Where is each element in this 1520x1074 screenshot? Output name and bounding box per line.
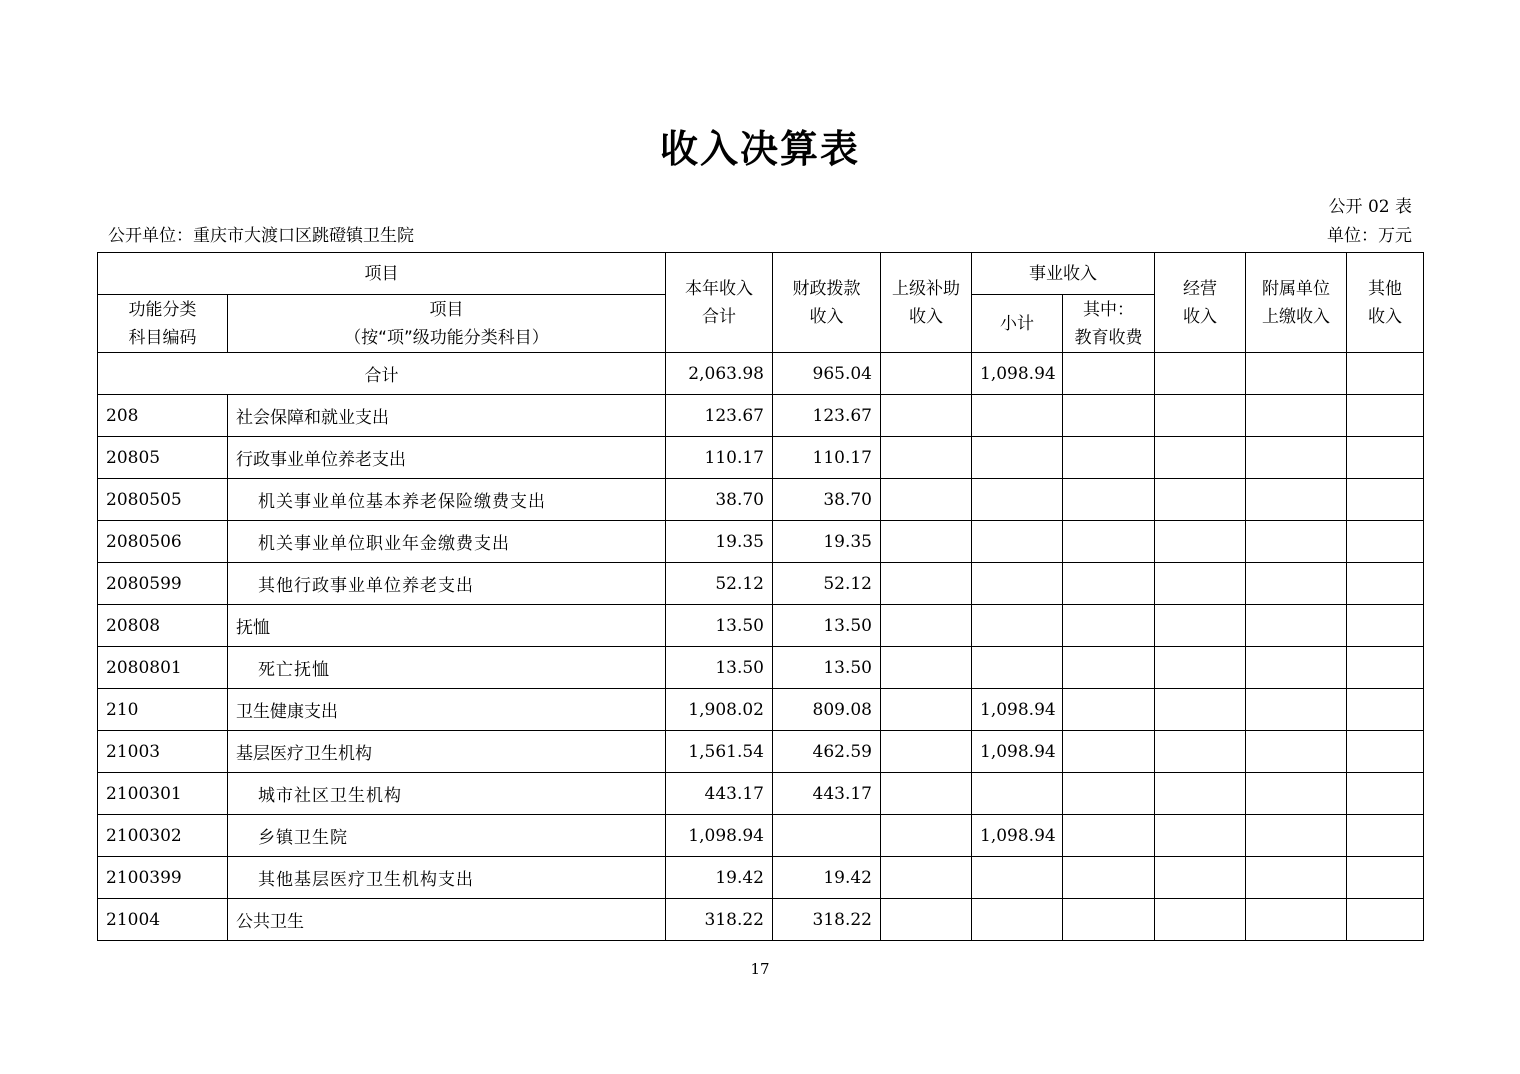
cell-code: 2100399 [98, 857, 228, 899]
cell-fiscal: 110.17 [773, 437, 881, 479]
cell-edu [1063, 353, 1155, 395]
cell-edu [1063, 521, 1155, 563]
cell-operating [1155, 899, 1246, 941]
cell-name: 行政事业单位养老支出 [228, 437, 666, 479]
cell-superior [881, 437, 972, 479]
cell-operating [1155, 521, 1246, 563]
reporting-unit: 公开单位：重庆市大渡口区跳磴镇卫生院 [108, 226, 414, 246]
cell-total: 123.67 [666, 395, 773, 437]
cell-fiscal: 443.17 [773, 773, 881, 815]
cell-affiliate [1246, 773, 1347, 815]
cell-fiscal: 19.42 [773, 857, 881, 899]
page-number: 17 [750, 960, 770, 978]
cell-operating [1155, 605, 1246, 647]
cell-other [1347, 353, 1424, 395]
cell-subtotal: 1,098.94 [972, 815, 1063, 857]
table-body [98, 353, 1424, 941]
header-item: 项目 （按“项”级功能分类科目） [228, 295, 666, 353]
cell-affiliate [1246, 479, 1347, 521]
cell-superior [881, 563, 972, 605]
cell-affiliate [1246, 857, 1347, 899]
header-project: 项目 [98, 253, 666, 295]
cell-name: 其他基层医疗卫生机构支出 [228, 857, 666, 899]
cell-total: 318.22 [666, 899, 773, 941]
cell-other [1347, 689, 1424, 731]
cell-subtotal: 1,098.94 [972, 689, 1063, 731]
cell-other [1347, 815, 1424, 857]
cell-other [1347, 521, 1424, 563]
table-row [98, 563, 1424, 605]
cell-name: 城市社区卫生机构 [228, 773, 666, 815]
form-number: 公开 02 表 [1328, 197, 1412, 217]
cell-edu [1063, 437, 1155, 479]
cell-affiliate [1246, 731, 1347, 773]
cell-edu [1063, 815, 1155, 857]
currency-unit: 单位：万元 [1327, 226, 1412, 246]
cell-superior [881, 815, 972, 857]
cell-affiliate [1246, 395, 1347, 437]
cell-superior [881, 857, 972, 899]
cell-code: 2100302 [98, 815, 228, 857]
cell-subtotal: 1,098.94 [972, 731, 1063, 773]
header-other: 其他 收入 [1347, 253, 1424, 353]
cell-affiliate [1246, 521, 1347, 563]
cell-operating [1155, 353, 1246, 395]
cell-fiscal: 809.08 [773, 689, 881, 731]
table-row [98, 521, 1424, 563]
cell-other [1347, 857, 1424, 899]
cell-code: 2080506 [98, 521, 228, 563]
cell-superior [881, 731, 972, 773]
cell-total: 443.17 [666, 773, 773, 815]
cell-superior [881, 521, 972, 563]
cell-subtotal [972, 479, 1063, 521]
cell-total: 19.35 [666, 521, 773, 563]
cell-affiliate [1246, 437, 1347, 479]
cell-other [1347, 605, 1424, 647]
table-row [98, 731, 1424, 773]
cell-name: 社会保障和就业支出 [228, 395, 666, 437]
cell-fiscal: 52.12 [773, 563, 881, 605]
cell-fiscal: 13.50 [773, 647, 881, 689]
cell-edu [1063, 689, 1155, 731]
cell-operating [1155, 479, 1246, 521]
cell-name: 抚恤 [228, 605, 666, 647]
cell-code: 20808 [98, 605, 228, 647]
cell-total: 52.12 [666, 563, 773, 605]
cell-fiscal: 965.04 [773, 353, 881, 395]
cell-superior [881, 689, 972, 731]
cell-subtotal [972, 605, 1063, 647]
cell-superior [881, 773, 972, 815]
cell-affiliate [1246, 899, 1347, 941]
cell-operating [1155, 437, 1246, 479]
cell-affiliate [1246, 353, 1347, 395]
cell-edu [1063, 605, 1155, 647]
cell-subtotal [972, 521, 1063, 563]
table-row [98, 395, 1424, 437]
cell-other [1347, 731, 1424, 773]
cell-subtotal: 1,098.94 [972, 353, 1063, 395]
cell-edu [1063, 731, 1155, 773]
cell-operating [1155, 815, 1246, 857]
header-func-code: 功能分类 科目编码 [98, 295, 228, 353]
cell-affiliate [1246, 689, 1347, 731]
cell-total: 1,908.02 [666, 689, 773, 731]
header-subtotal: 小计 [972, 295, 1063, 353]
cell-operating [1155, 731, 1246, 773]
cell-total: 13.50 [666, 605, 773, 647]
cell-name: 公共卫生 [228, 899, 666, 941]
table-row [98, 773, 1424, 815]
cell-affiliate [1246, 647, 1347, 689]
total-row [98, 353, 1424, 395]
cell-affiliate [1246, 815, 1347, 857]
cell-total: 110.17 [666, 437, 773, 479]
cell-edu [1063, 857, 1155, 899]
cell-code: 21004 [98, 899, 228, 941]
table-row [98, 857, 1424, 899]
cell-superior [881, 395, 972, 437]
cell-code: 2080505 [98, 479, 228, 521]
header-affiliate: 附属单位 上缴收入 [1246, 253, 1347, 353]
cell-code: 21003 [98, 731, 228, 773]
cell-fiscal: 13.50 [773, 605, 881, 647]
cell-fiscal: 123.67 [773, 395, 881, 437]
cell-code: 210 [98, 689, 228, 731]
cell-other [1347, 773, 1424, 815]
cell-subtotal [972, 857, 1063, 899]
cell-edu [1063, 479, 1155, 521]
page-title: 收入决算表 [659, 127, 860, 171]
table-row [98, 647, 1424, 689]
header-edu-fee: 其中： 教育收费 [1063, 295, 1155, 353]
table-row [98, 479, 1424, 521]
cell-other [1347, 647, 1424, 689]
table-row [98, 605, 1424, 647]
cell-other [1347, 563, 1424, 605]
header-operating: 经营 收入 [1155, 253, 1246, 353]
header-business: 事业收入 [972, 253, 1155, 295]
cell-total: 1,098.94 [666, 815, 773, 857]
cell-edu [1063, 395, 1155, 437]
cell-superior [881, 479, 972, 521]
table-row [98, 815, 1424, 857]
cell-operating [1155, 773, 1246, 815]
cell-name: 死亡抚恤 [228, 647, 666, 689]
cell-operating [1155, 395, 1246, 437]
cell-name: 机关事业单位职业年金缴费支出 [228, 521, 666, 563]
header-total: 本年收入 合计 [666, 253, 773, 353]
cell-other [1347, 395, 1424, 437]
cell-subtotal [972, 437, 1063, 479]
cell-other [1347, 437, 1424, 479]
cell-code: 2100301 [98, 773, 228, 815]
cell-fiscal: 462.59 [773, 731, 881, 773]
cell-subtotal [972, 647, 1063, 689]
cell-fiscal [773, 815, 881, 857]
cell-total: 1,561.54 [666, 731, 773, 773]
cell-superior [881, 899, 972, 941]
cell-operating [1155, 563, 1246, 605]
cell-operating [1155, 857, 1246, 899]
table-row [98, 689, 1424, 731]
cell-other [1347, 479, 1424, 521]
cell-edu [1063, 899, 1155, 941]
cell-subtotal [972, 899, 1063, 941]
cell-edu [1063, 773, 1155, 815]
cell-name: 乡镇卫生院 [228, 815, 666, 857]
cell-superior [881, 353, 972, 395]
cell-superior [881, 605, 972, 647]
cell-affiliate [1246, 563, 1347, 605]
cell-other [1347, 899, 1424, 941]
total-label: 合计 [98, 353, 666, 395]
income-table [97, 252, 1424, 941]
cell-name: 其他行政事业单位养老支出 [228, 563, 666, 605]
cell-operating [1155, 647, 1246, 689]
cell-code: 208 [98, 395, 228, 437]
cell-name: 卫生健康支出 [228, 689, 666, 731]
cell-code: 2080599 [98, 563, 228, 605]
cell-total: 13.50 [666, 647, 773, 689]
cell-total: 38.70 [666, 479, 773, 521]
cell-operating [1155, 689, 1246, 731]
cell-subtotal [972, 395, 1063, 437]
cell-name: 基层医疗卫生机构 [228, 731, 666, 773]
table-row [98, 437, 1424, 479]
cell-fiscal: 19.35 [773, 521, 881, 563]
header-fiscal: 财政拨款 收入 [773, 253, 881, 353]
cell-subtotal [972, 563, 1063, 605]
cell-total: 19.42 [666, 857, 773, 899]
cell-edu [1063, 563, 1155, 605]
table-header [98, 253, 1424, 353]
cell-total: 2,063.98 [666, 353, 773, 395]
cell-code: 2080801 [98, 647, 228, 689]
table-row [98, 899, 1424, 941]
cell-edu [1063, 647, 1155, 689]
header-superior: 上级补助 收入 [881, 253, 972, 353]
cell-name: 机关事业单位基本养老保险缴费支出 [228, 479, 666, 521]
cell-affiliate [1246, 605, 1347, 647]
cell-subtotal [972, 773, 1063, 815]
cell-fiscal: 318.22 [773, 899, 881, 941]
cell-fiscal: 38.70 [773, 479, 881, 521]
cell-superior [881, 647, 972, 689]
cell-code: 20805 [98, 437, 228, 479]
